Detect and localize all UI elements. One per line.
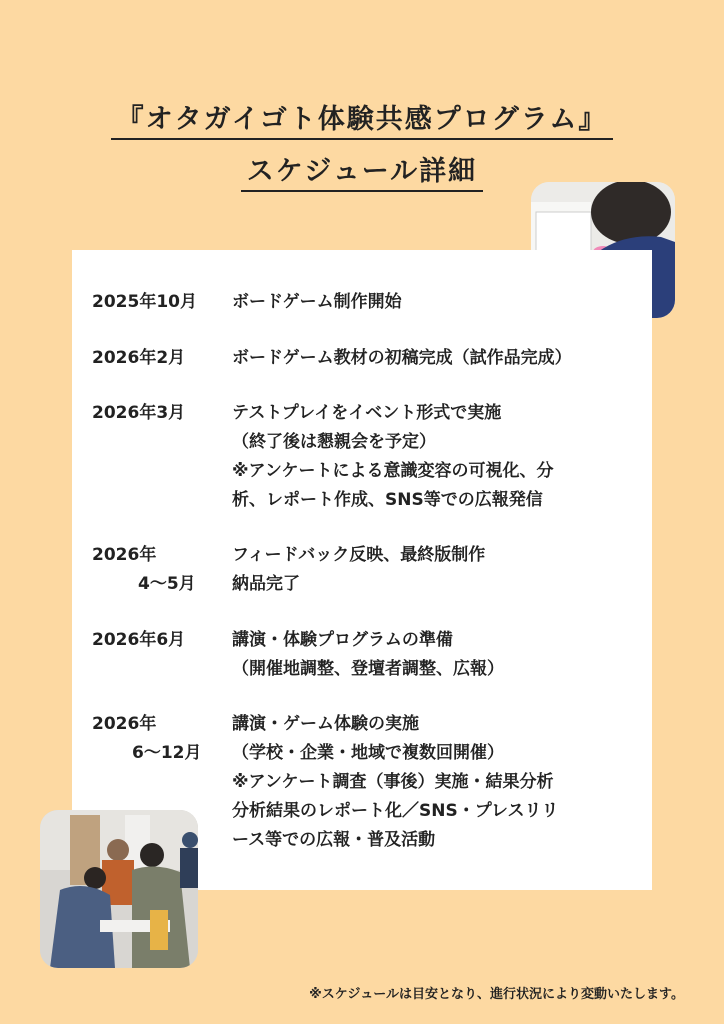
title-line-1: 『オタガイゴト体験共感プログラム』 <box>111 104 614 140</box>
schedule-date: 2026年 4〜5月 <box>92 545 196 594</box>
schedule-text: ボードゲーム教材の初稿完成（試作品完成） <box>232 348 572 368</box>
schedule-date: 2025年10月 <box>92 292 197 312</box>
schedule-date: 2026年2月 <box>92 348 186 368</box>
footnote: ※スケジュールは目安となり、進行状況により変動いたします。 <box>309 987 684 1002</box>
title-line-2: スケジュール詳細 <box>241 156 483 192</box>
schedule-text: 講演・体験プログラムの準備 （開催地調整、登壇者調整、広報） <box>232 630 504 679</box>
schedule-text: フィードバック反映、最終版制作 納品完了 <box>232 545 486 594</box>
schedule-text: テストプレイをイベント形式で実施 （終了後は懇親会を予定） ※アンケートによる意識変容の可視化、分 析、レポート作成、SNS等での広報発信 <box>232 403 554 510</box>
schedule-text: 講演・ゲーム体験の実施 （学校・企業・地域で複数回開催） ※アンケート調査（事後）実施・結果分析 分析結果のレポート化／SNS・プレスリリ ース等での広報・普及活動 <box>232 714 559 850</box>
schedule-date: 2026年 6〜12月 <box>92 714 202 763</box>
schedule-text: ボードゲーム制作開始 <box>232 292 402 312</box>
schedule-date: 2026年6月 <box>92 630 186 650</box>
schedule-card <box>72 250 652 890</box>
schedule-date: 2026年3月 <box>92 403 186 423</box>
photo-workshop-group <box>40 810 198 968</box>
